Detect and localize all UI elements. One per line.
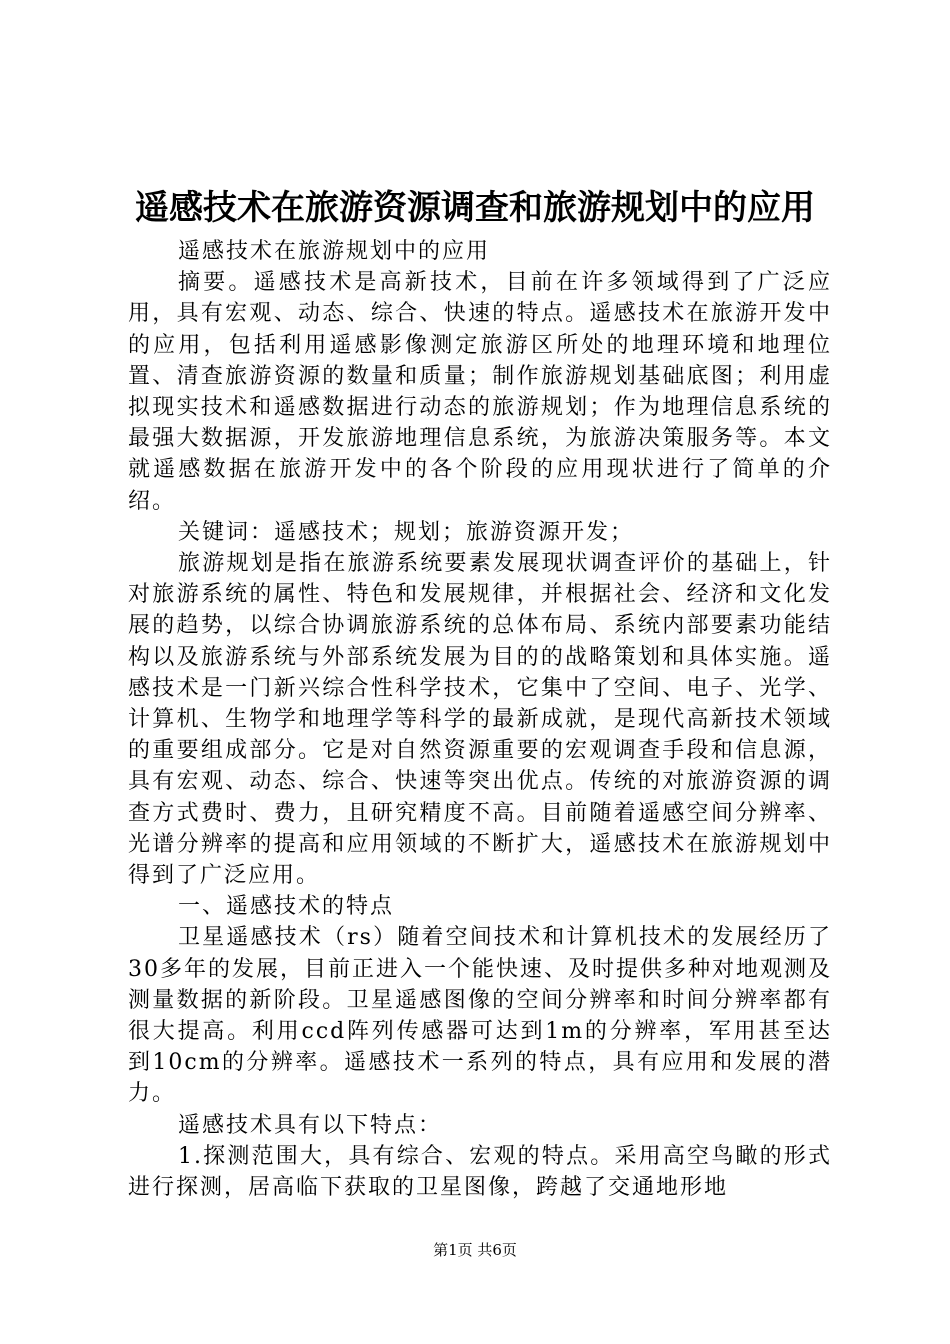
document-body: [128, 236, 832, 1203]
body-paragraph: 遥感技术具有以下特点：: [178, 1112, 443, 1138]
section-heading: 一、遥感技术的特点: [178, 894, 395, 920]
keywords-paragraph: 关键词：遥感技术；规划；旅游资源开发；: [178, 519, 635, 545]
body-paragraph: 卫星遥感技术（rs）随着空间技术和计算机技术的发展经历了30多年的发展，目前正进入一个能快速、及时提供多种对地观测及测量数据的新阶段。卫星遥感图像的空间分辨率和时间分辨率都有很大提高。利用ccd阵列传感器可达到1m的分辨率，军用甚至达到10cm的分辨率。遥感技术一系列的特点，具有应用和发展的潜力。: [128, 925, 832, 1107]
body-paragraph: 1.探测范围大，具有综合、宏观的特点。采用高空鸟瞰的形式进行探测，居高临下获取的卫星图像，跨越了交通地形地: [128, 1143, 832, 1201]
abstract-paragraph: 摘要。遥感技术是高新技术，目前在许多领域得到了广泛应用，具有宏观、动态、综合、快速的特点。遥感技术在旅游开发中的应用，包括利用遥感影像测定旅游区所处的地理环境和地理位置、清查旅游资源的数量和质量；制作旅游规划基础底图；利用虚拟现实技术和遥感数据进行动态的旅游规划；作为地理信息系统的最强大数据源，开发旅游地理信息系统，为旅游决策服务等。本文就遥感数据在旅游开发中的各个阶段的应用现状进行了简单的介绍。: [128, 270, 832, 514]
intro-paragraph: 旅游规划是指在旅游系统要素发展现状调查评价的基础上，针对旅游系统的属性、特色和发展规律，并根据社会、经济和文化发展的趋势，以综合协调旅游系统的总体布局、系统内部要素功能结构以及旅游系统与外部系统发展为目的的战略策划和具体实施。遥感技术是一门新兴综合性科学技术，它集中了空间、电子、光学、计算机、生物学和地理学等科学的最新成就，是现代高新技术领域的重要组成部分。它是对自然资源重要的宏观调查手段和信息源，具有宏观、动态、综合、快速等突出优点。传统的对旅游资源的调查方式费时、费力，且研究精度不高。目前随着遥感空间分辨率、光谱分辨率的提高和应用领域的不断扩大，遥感技术在旅游规划中得到了广泛应用。: [128, 551, 832, 889]
page-number: 第1页 共6页: [433, 1241, 517, 1259]
subtitle-paragraph: 遥感技术在旅游规划中的应用: [178, 239, 491, 264]
page-title: 遥感技术在旅游资源调查和旅游规划中的应用: [135, 188, 815, 228]
